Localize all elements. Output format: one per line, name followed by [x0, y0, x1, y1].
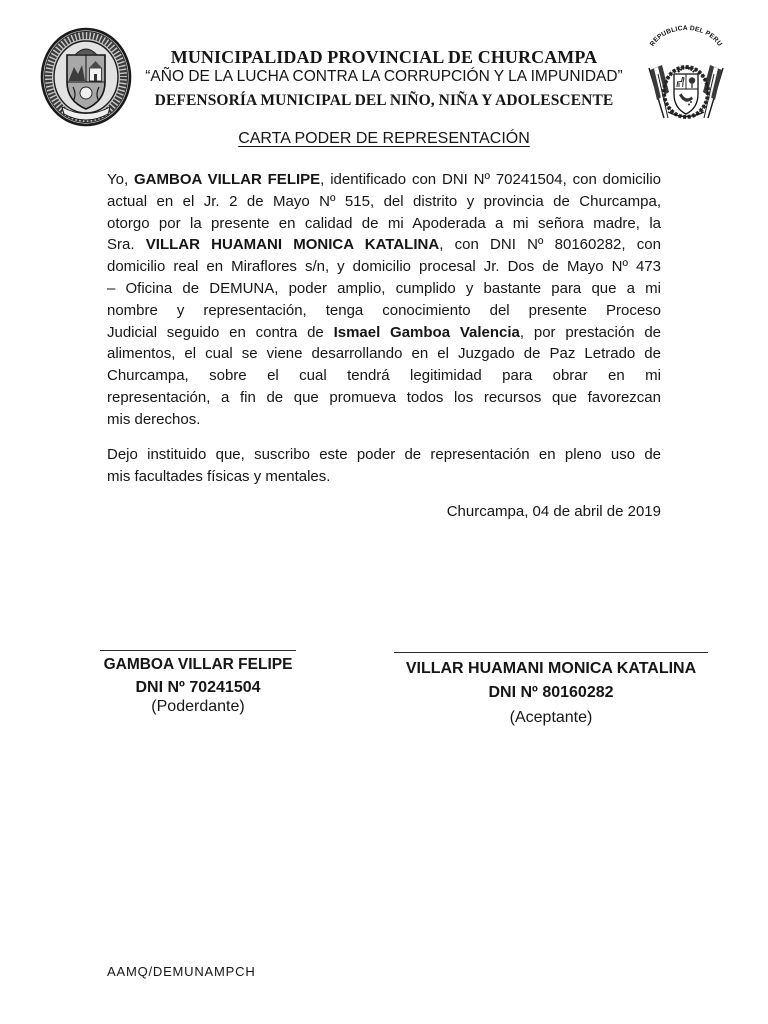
text-run: Sra. — [107, 236, 146, 254]
text-run: Judicial seguido en contra de — [107, 323, 334, 341]
document-title-text: CARTA PODER DE REPRESENTACIÓN — [238, 130, 530, 147]
text-run: Yo, — [107, 171, 134, 188]
signer-role: (Poderdante) — [151, 698, 245, 715]
body-line: Dejo instituido que, suscribo este poder de representación en pleno uso de — [107, 446, 661, 463]
text-run: , identificado con DNI Nº 70241504, con domicilio — [320, 171, 662, 188]
signature-block-grantor — [100, 650, 296, 716]
signer-name: VILLAR HUAMANI MONICA KATALINA — [405, 660, 697, 677]
body-paragraph-2 — [107, 444, 661, 488]
body-line: alimentos, el cual se viene desarrollando en el Juzgado de Paz Letrado de — [107, 345, 661, 363]
signature-block-acceptor — [394, 652, 708, 728]
body-line: domicilio real en Miraflores s/n, y domicilio procesal Jr. Dos de Mayo Nº 473 — [107, 258, 661, 276]
signer-dni: DNI Nº 70241504 — [135, 679, 261, 696]
coat-of-arms-lettering-group — [649, 25, 723, 48]
body-line — [107, 322, 661, 344]
body-line: representación, a fin de que promueva todos los recursos que favorezcan — [107, 388, 661, 406]
body-line: actual en el Jr. 2 de Mayo Nº 515, del distrito y provincia de Churcampa, — [107, 192, 661, 210]
signer-role: (Aceptante) — [509, 709, 593, 726]
coat-of-arms-lettering: REPUBLICA DEL PERU — [648, 24, 724, 48]
signer-dni: DNI Nº 80160282 — [488, 684, 614, 701]
body-line: mis facultades físicas y mentales. — [107, 467, 331, 485]
signer-name: GAMBOA VILLAR FELIPE — [103, 656, 293, 673]
text-run: , con DNI Nº 80160282, con — [439, 236, 661, 254]
body-line: nombre y representación, tenga conocimiento del presente Proceso — [107, 301, 661, 319]
office-name: DEFENSORÍA MUNICIPAL DEL NIÑO, NIÑA Y ADOLESCENTE — [154, 92, 614, 109]
body-line: mis derechos. — [107, 410, 201, 428]
text-run: , por prestación de — [519, 323, 662, 341]
footer-reference: AAMQ/DEMUNAMPCH — [107, 964, 256, 979]
body-line — [107, 169, 661, 191]
body-paragraph-1 — [107, 169, 661, 431]
grantor-name-inline: GAMBOA VILLAR FELIPE — [134, 171, 321, 188]
body-line: otorgo por la presente en calidad de mi Apoderada a mi señora madre, la — [107, 214, 661, 232]
body-line — [107, 234, 661, 256]
document-title — [0, 129, 768, 149]
body-line: – Oficina de DEMUNA, poder amplio, cumplido y bastante para que a mi — [107, 279, 661, 297]
acceptor-name-inline: VILLAR HUAMANI MONICA KATALINA — [145, 236, 440, 254]
institution-name: MUNICIPALIDAD PROVINCIAL DE CHURCAMPA — [170, 47, 598, 67]
body-line: Churcampa, sobre el cual tendrá legitimidad para obrar en mi — [107, 367, 661, 385]
place-and-date: Churcampa, 04 de abril de 2019 — [446, 503, 661, 520]
defendant-name-inline: Ismael Gamboa Valencia — [333, 323, 520, 341]
year-motto: “AÑO DE LA LUCHA CONTRA LA CORRUPCIÓN Y LA IMPUNIDAD” — [145, 68, 623, 85]
